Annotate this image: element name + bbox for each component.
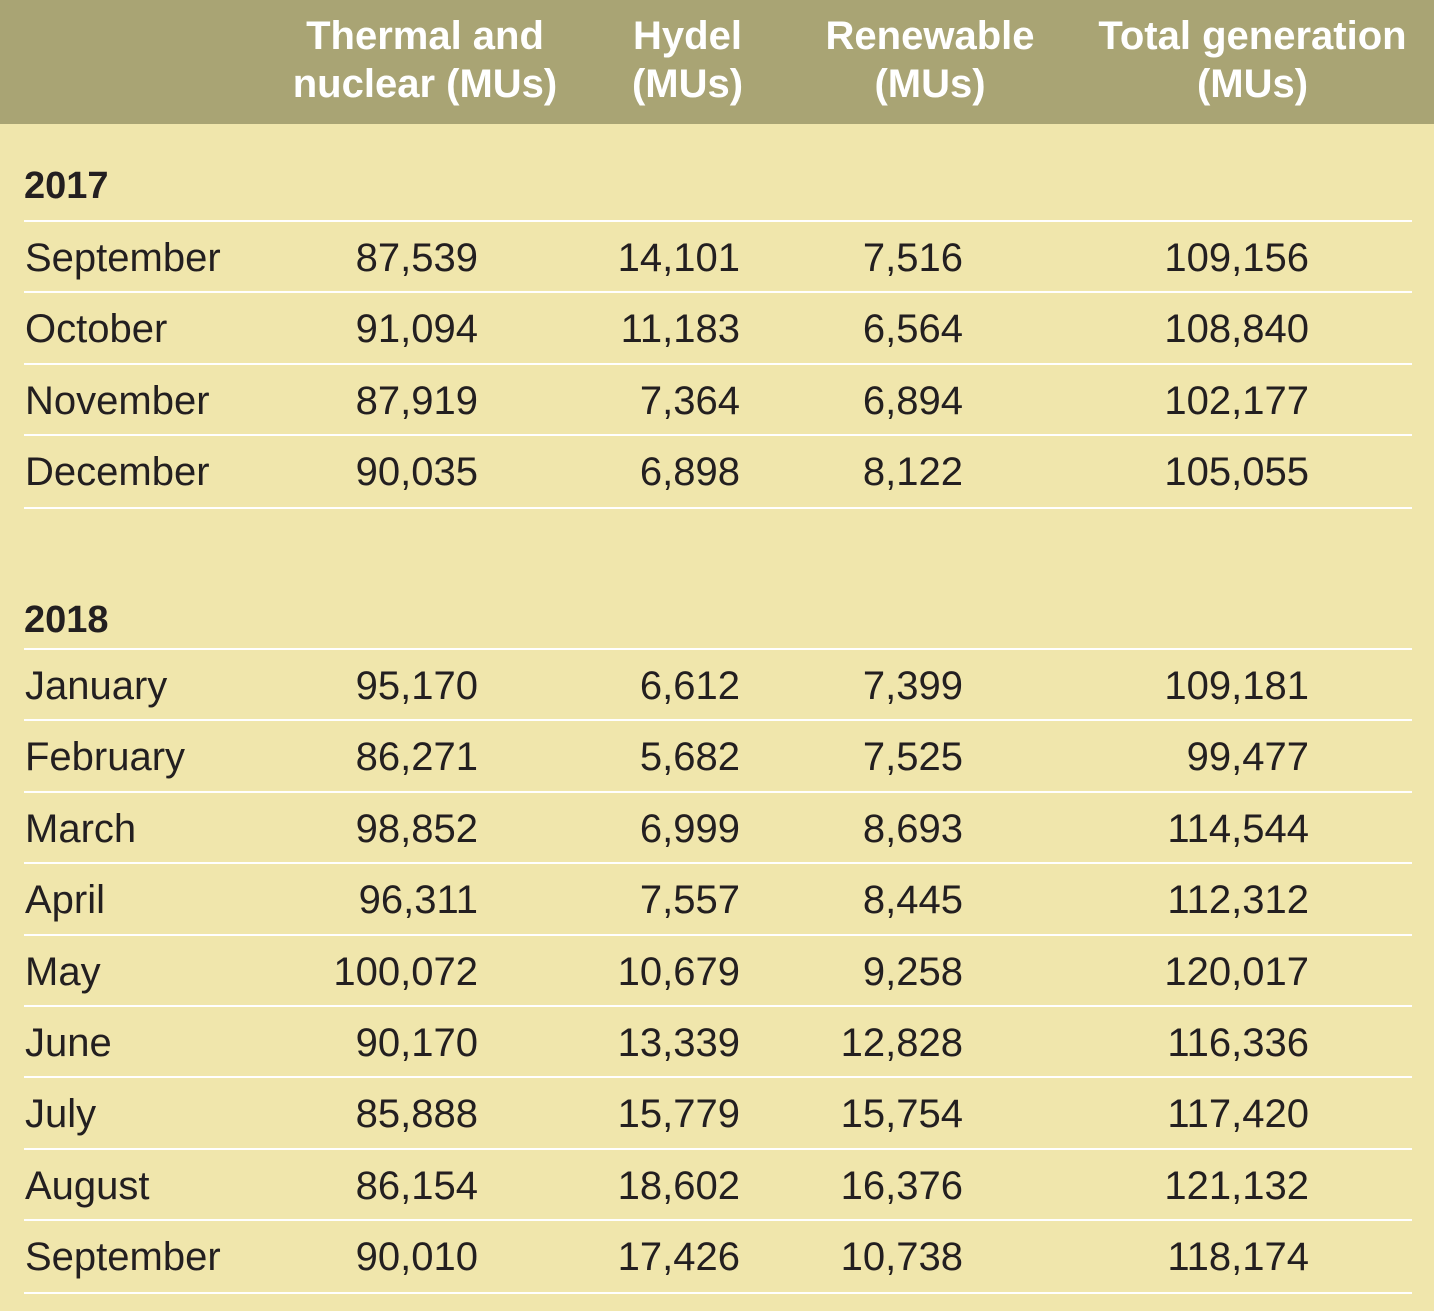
section-year-2017: 2017 (24, 165, 109, 207)
month-cell: December (25, 450, 210, 494)
total-generation-cell: 120,017 (1164, 950, 1309, 994)
renewable-cell: 7,516 (862, 236, 963, 280)
thermal-nuclear-cell: 85,888 (355, 1092, 478, 1136)
table-row (24, 1076, 1412, 1149)
month-cell: October (25, 307, 168, 351)
month-cell: March (25, 807, 137, 851)
month-cell: January (25, 664, 168, 708)
total-generation-cell: 109,181 (1164, 664, 1309, 708)
thermal-nuclear-cell: 95,170 (355, 664, 478, 708)
hydel-cell: 6,999 (639, 807, 740, 851)
hydel-cell: 7,364 (639, 379, 740, 423)
table-row (24, 220, 1412, 293)
hydel-cell: 10,679 (617, 950, 740, 994)
total-generation-cell: 116,336 (1167, 1021, 1309, 1065)
hydel-cell: 14,101 (617, 236, 740, 280)
renewable-cell: 8,445 (862, 878, 963, 922)
hydel-cell: 13,339 (617, 1021, 740, 1065)
month-cell: May (25, 950, 101, 994)
thermal-nuclear-cell: 100,072 (333, 950, 478, 994)
hydel-cell: 5,682 (639, 735, 740, 779)
thermal-nuclear-cell: 87,539 (355, 236, 478, 280)
thermal-nuclear-cell: 90,010 (355, 1235, 478, 1279)
thermal-nuclear-cell: 86,154 (355, 1164, 478, 1208)
renewable-cell: 9,258 (862, 950, 963, 994)
hydel-cell: 15,779 (617, 1092, 740, 1136)
table-row (24, 291, 1412, 364)
table-row (24, 719, 1412, 792)
thermal-nuclear-cell: 96,311 (358, 878, 478, 922)
header-hydel: Hydel (MUs) (631, 14, 744, 106)
table-row (24, 934, 1412, 1007)
month-cell: September (25, 1235, 221, 1279)
table-row (24, 434, 1412, 509)
month-cell: June (25, 1021, 112, 1065)
header-total-generation: Total generation (MUs) (1098, 14, 1407, 106)
total-generation-cell: 108,840 (1164, 307, 1309, 351)
hydel-cell: 11,183 (620, 307, 740, 351)
table-row (24, 1219, 1412, 1294)
table-row (24, 1148, 1412, 1221)
renewable-cell: 6,564 (862, 307, 963, 351)
table-row (24, 791, 1412, 864)
thermal-nuclear-cell: 90,035 (355, 450, 478, 494)
thermal-nuclear-cell: 90,170 (355, 1021, 478, 1065)
hydel-cell: 7,557 (639, 878, 740, 922)
hydel-cell: 6,898 (639, 450, 740, 494)
renewable-cell: 7,525 (862, 735, 963, 779)
renewable-cell: 7,399 (862, 664, 963, 708)
month-cell: July (25, 1092, 97, 1136)
thermal-nuclear-cell: 98,852 (355, 807, 478, 851)
total-generation-cell: 109,156 (1164, 236, 1309, 280)
table-header (0, 0, 1434, 124)
hydel-cell: 6,612 (639, 664, 740, 708)
renewable-cell: 12,828 (840, 1021, 963, 1065)
renewable-cell: 16,376 (840, 1164, 963, 1208)
month-cell: April (25, 878, 106, 922)
hydel-cell: 18,602 (617, 1164, 740, 1208)
total-generation-cell: 117,420 (1167, 1092, 1309, 1136)
header-renewable: Renewable (MUs) (825, 14, 1035, 106)
total-generation-cell: 121,132 (1164, 1164, 1309, 1208)
renewable-cell: 15,754 (840, 1092, 963, 1136)
month-cell: August (25, 1164, 150, 1208)
section-year-2018: 2018 (24, 599, 109, 641)
renewable-cell: 8,122 (862, 450, 963, 494)
total-generation-cell: 99,477 (1186, 735, 1309, 779)
table-row (24, 648, 1412, 721)
total-generation-cell: 102,177 (1164, 379, 1309, 423)
table-row (24, 862, 1412, 935)
thermal-nuclear-cell: 91,094 (355, 307, 478, 351)
total-generation-cell: 112,312 (1167, 878, 1309, 922)
month-cell: September (25, 236, 221, 280)
hydel-cell: 17,426 (617, 1235, 740, 1279)
thermal-nuclear-cell: 86,271 (355, 735, 478, 779)
table-row (24, 1005, 1412, 1078)
month-cell: February (25, 735, 186, 779)
renewable-cell: 6,894 (862, 379, 963, 423)
thermal-nuclear-cell: 87,919 (355, 379, 478, 423)
total-generation-cell: 118,174 (1167, 1235, 1309, 1279)
table-row (24, 363, 1412, 436)
header-thermal-nuclear: Thermal and nuclear (MUs) (292, 14, 558, 106)
total-generation-cell: 114,544 (1167, 807, 1309, 851)
renewable-cell: 8,693 (862, 807, 963, 851)
renewable-cell: 10,738 (840, 1235, 963, 1279)
month-cell: November (25, 379, 210, 423)
total-generation-cell: 105,055 (1164, 450, 1309, 494)
